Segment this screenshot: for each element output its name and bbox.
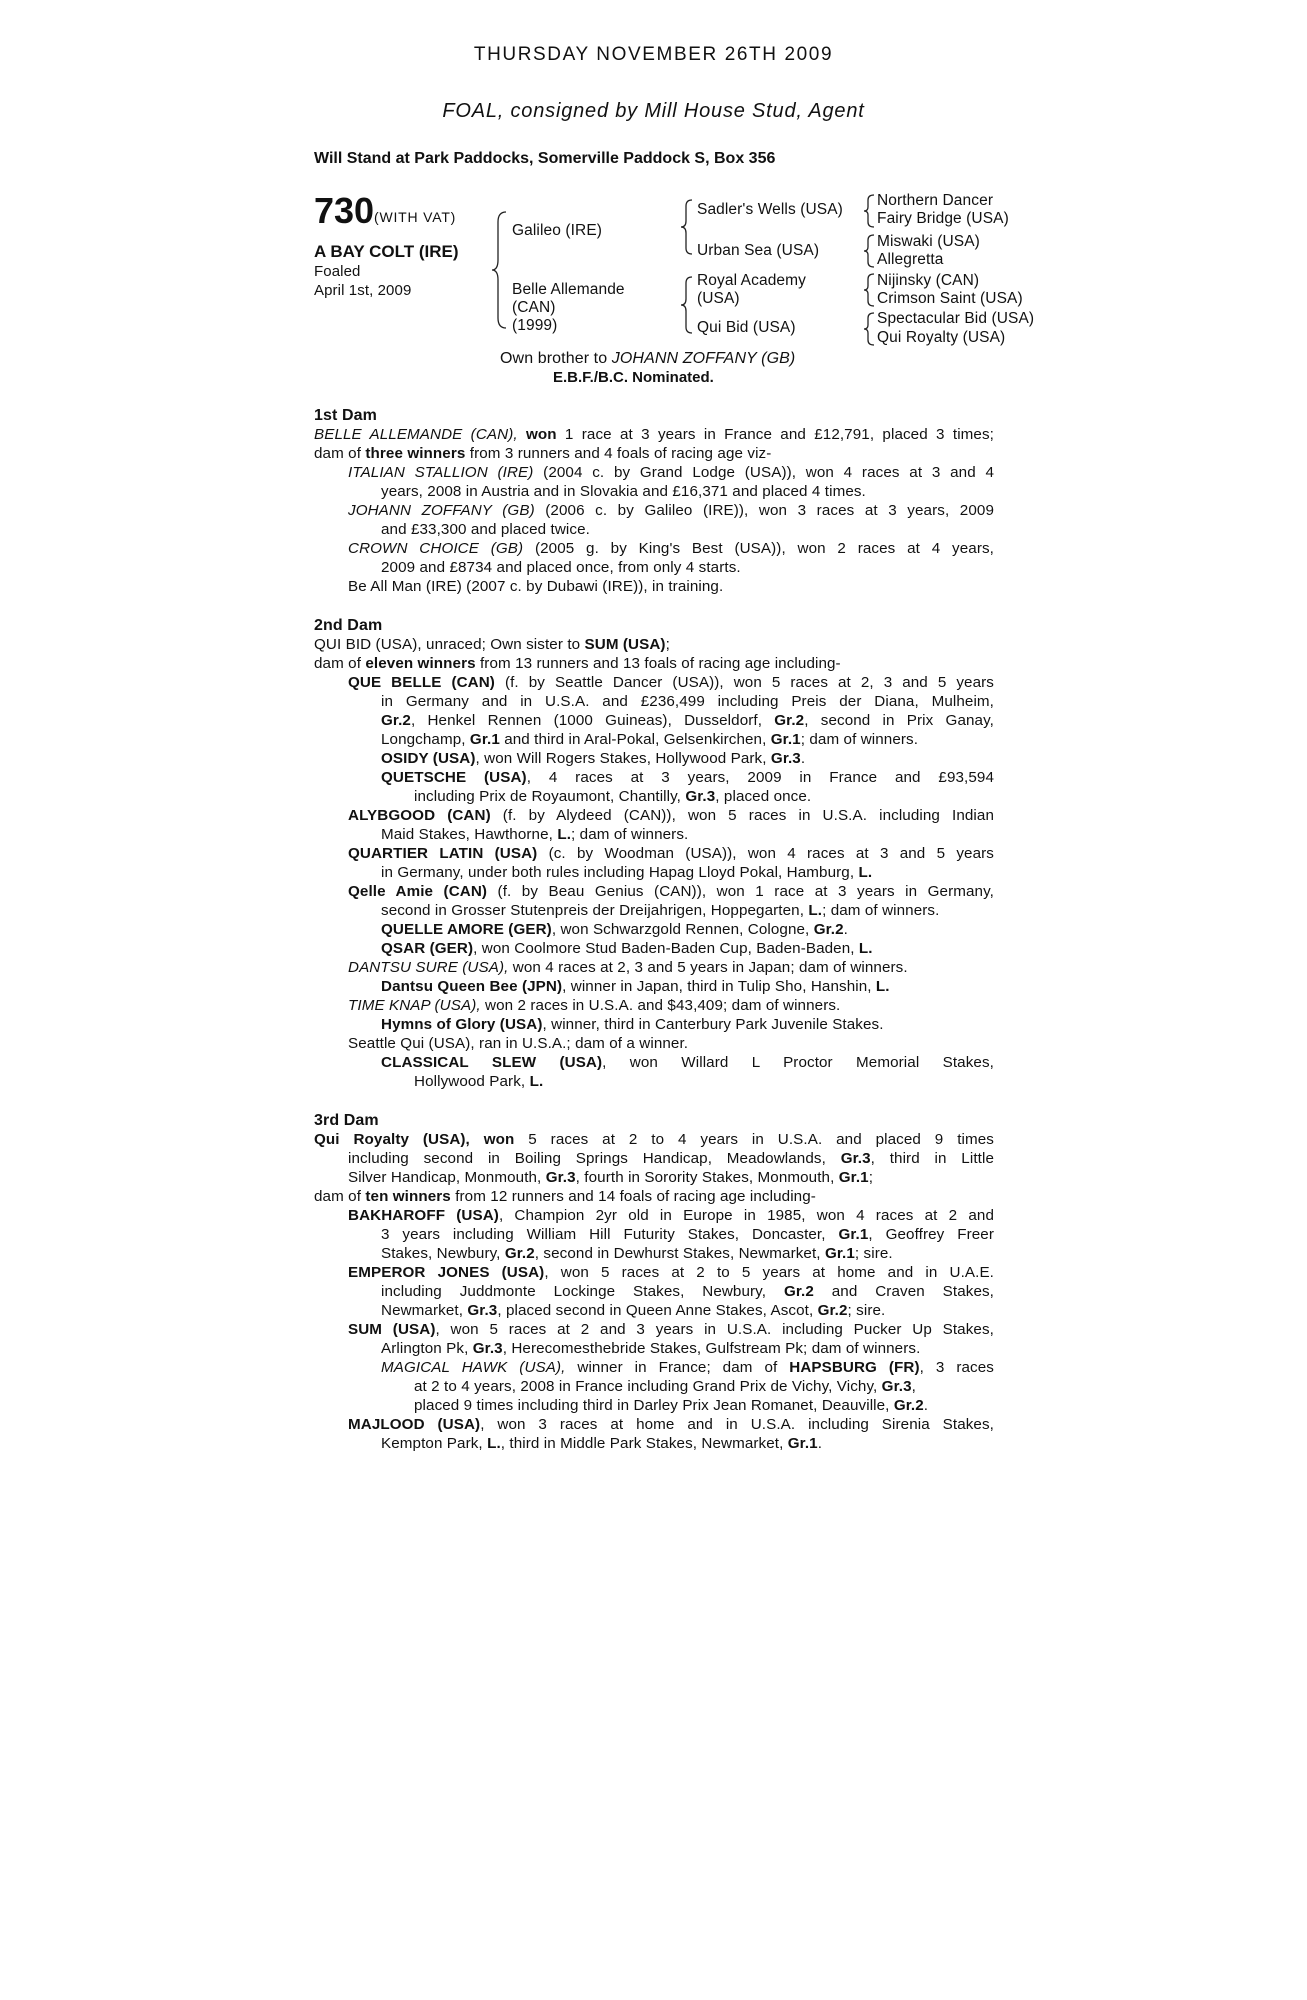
text: ; dam of winners. bbox=[571, 826, 689, 843]
grade: Gr.3 bbox=[770, 750, 801, 767]
foaled-label: Foaled bbox=[314, 263, 361, 280]
horse-name: HAPSBURG (FR) bbox=[789, 1359, 920, 1376]
text: from 3 runners and 4 foals of racing age viz- bbox=[469, 445, 772, 462]
foaled-info bbox=[314, 262, 411, 300]
vat-note: (WITH VAT) bbox=[374, 209, 457, 225]
pedigree-dam-year: (1999) bbox=[512, 317, 558, 334]
grade: Gr.1 bbox=[787, 1435, 818, 1452]
text: including Prix de Royaumont, Chantilly, bbox=[414, 788, 681, 805]
own-brother-note bbox=[500, 350, 795, 368]
grade: Gr.2 bbox=[504, 1245, 535, 1262]
text: , won Coolmore Stud Baden-Baden Cup, Baden-Baden, bbox=[473, 940, 855, 957]
text: , Herecomesthebride Stakes, Gulfstream Pk; dam of winners. bbox=[502, 1340, 921, 1357]
text: , fourth in Sorority Stakes, Monmouth, bbox=[575, 1169, 835, 1186]
text: Longchamp, bbox=[381, 731, 466, 748]
horse-name: SUM (USA) bbox=[584, 636, 666, 653]
horse-name: OSIDY (USA) bbox=[381, 750, 476, 767]
text: and third in Aral-Pokal, Gelsenkirchen, bbox=[504, 731, 767, 748]
produce-entry-cont bbox=[314, 558, 994, 577]
text: ; bbox=[868, 1169, 874, 1186]
dam-summary-cont bbox=[314, 1149, 994, 1168]
listed-mark: L. bbox=[557, 826, 572, 843]
produce-entry bbox=[314, 806, 994, 825]
grade: Gr.1 bbox=[770, 731, 801, 748]
text: , won Will Rogers Stakes, Hollywood Park, bbox=[475, 750, 767, 767]
winners-count: three winners bbox=[365, 445, 466, 462]
won-label: won bbox=[483, 1131, 515, 1148]
text: , won 3 races at home and in U.S.A. including Sirenia Stakes, bbox=[480, 1416, 994, 1433]
text: second in Grosser Stutenpreis der Dreijahrigen, Hoppegarten, bbox=[381, 902, 805, 919]
pedigree-dam-country: (CAN) bbox=[512, 299, 556, 316]
produce-entry bbox=[314, 882, 994, 901]
pedigree-dam-sire bbox=[697, 272, 806, 308]
section-heading: 1st Dam bbox=[314, 407, 377, 424]
pedigree-dam-dam: Qui Bid (USA) bbox=[697, 319, 796, 336]
text: , winner, third in Canterbury Park Juvenile Stakes. bbox=[542, 1016, 884, 1033]
produce-entry bbox=[314, 673, 994, 692]
text: , Henkel Rennen (1000 Guineas), Dusseldorf, bbox=[410, 712, 763, 729]
grade: Gr.1 bbox=[838, 1226, 869, 1243]
pedigree-sss: Northern Dancer bbox=[877, 192, 994, 209]
text: , bbox=[911, 1378, 916, 1395]
horse-name: QUE BELLE (CAN) bbox=[348, 674, 495, 691]
grade: Gr.3 bbox=[545, 1169, 576, 1186]
third-dam-section bbox=[314, 1111, 994, 1453]
own-brother-name: JOHANN ZOFFANY (GB) bbox=[611, 350, 796, 367]
grade: Gr.2 bbox=[783, 1283, 814, 1300]
produce-entry bbox=[314, 1263, 994, 1282]
produce-entry-cont bbox=[314, 1396, 994, 1415]
produce-entry-cont bbox=[314, 1377, 994, 1396]
horse-name: MAJLOOD (USA) bbox=[348, 1416, 481, 1433]
text: dam of bbox=[314, 445, 362, 462]
pedigree-ssd: Fairy Bridge (USA) bbox=[877, 210, 1009, 227]
produce-entry bbox=[314, 1034, 994, 1053]
lot-name: A BAY COLT (IRE) bbox=[314, 242, 459, 261]
text: , won Willard L Proctor Memorial Stakes, bbox=[602, 1054, 994, 1071]
grade: Gr.2 bbox=[381, 712, 411, 729]
listed-mark: L. bbox=[808, 902, 823, 919]
horse-name: Hymns of Glory (USA) bbox=[381, 1016, 543, 1033]
pedigree-ddd: Qui Royalty (USA) bbox=[877, 329, 1006, 346]
text: , second in Prix Ganay, bbox=[804, 712, 994, 729]
produce-entry-cont bbox=[314, 1225, 994, 1244]
produce-entry bbox=[314, 1053, 994, 1072]
text: (f. by Alydeed (CAN)), won 5 races in U.S.A. including Indian bbox=[502, 807, 994, 824]
text: , 4 races at 3 years, 2009 in France and £93,594 bbox=[526, 769, 995, 786]
text: . bbox=[843, 921, 848, 938]
text: 2009 and £8734 and placed once, from only 4 starts. bbox=[381, 559, 741, 576]
pedigree-brace-main bbox=[494, 210, 508, 330]
grade: Gr.2 bbox=[817, 1302, 848, 1319]
produce-entry bbox=[314, 749, 994, 768]
dam-name: BELLE ALLEMANDE (CAN), bbox=[314, 426, 518, 443]
section-heading: 3rd Dam bbox=[314, 1112, 379, 1129]
text: Newmarket, bbox=[381, 1302, 464, 1319]
text: (f. by Beau Genius (CAN)), won 1 race at 3 years in Germany, bbox=[497, 883, 994, 900]
produce-entry-cont bbox=[314, 825, 994, 844]
winners-count: eleven winners bbox=[365, 655, 476, 672]
text: in Germany and in U.S.A. and £236,499 including Preis der Diana, Mulheim, bbox=[381, 693, 994, 710]
horse-name: MAGICAL HAWK (USA), bbox=[381, 1359, 566, 1376]
horse-name: QUELLE AMORE (GER) bbox=[381, 921, 552, 938]
text: , third in Little bbox=[870, 1150, 994, 1167]
text: won 2 races in U.S.A. and $43,409; dam of winners. bbox=[485, 997, 841, 1014]
text: Kempton Park, bbox=[381, 1435, 483, 1452]
horse-name: QUARTIER LATIN (USA) bbox=[348, 845, 538, 862]
grade: Gr.2 bbox=[774, 712, 805, 729]
listed-mark: L. bbox=[529, 1073, 544, 1090]
horse-name: ITALIAN STALLION (IRE) bbox=[348, 464, 534, 481]
produce-entry bbox=[314, 844, 994, 863]
text: 5 races at 2 to 4 years in U.S.A. and placed 9 times bbox=[528, 1131, 994, 1148]
horse-name: Qelle Amie (CAN) bbox=[348, 883, 488, 900]
text: including Juddmonte Lockinge Stakes, Newbury, bbox=[381, 1283, 767, 1300]
text: winner in France; dam of bbox=[577, 1359, 778, 1376]
pedigree-brace-sd bbox=[864, 234, 876, 268]
text: (2006 c. by Galileo (IRE)), won 3 races at 3 years, 2009 bbox=[545, 502, 994, 519]
pedigree-dss: Nijinsky (CAN) bbox=[877, 272, 980, 289]
ebf-nomination: E.B.F./B.C. Nominated. bbox=[553, 369, 714, 386]
text: (f. by Seattle Dancer (USA)), won 5 races at 2, 3 and 5 years bbox=[504, 674, 994, 691]
text: 3 years including William Hill Futurity Stakes, Doncaster, bbox=[381, 1226, 826, 1243]
listed-mark: L. bbox=[858, 940, 873, 957]
pedigree-dam bbox=[512, 281, 625, 335]
pedigree-dsd: Crimson Saint (USA) bbox=[877, 290, 1023, 307]
listed-mark: L. bbox=[858, 864, 873, 881]
text: , second in Dewhurst Stakes, Newmarket, bbox=[534, 1245, 821, 1262]
text: won 4 races at 2, 3 and 5 years in Japan; dam of winners. bbox=[512, 959, 908, 976]
pedigree-sds: Miswaki (USA) bbox=[877, 233, 980, 250]
produce-entry-cont bbox=[314, 1282, 994, 1301]
grade: Gr.3 bbox=[467, 1302, 498, 1319]
grade: Gr.3 bbox=[685, 788, 716, 805]
foaled-date: April 1st, 2009 bbox=[314, 282, 412, 299]
text: years, 2008 in Austria and in Slovakia and £16,371 and placed 4 times. bbox=[381, 483, 866, 500]
dam-produce-summary bbox=[314, 444, 994, 463]
text: (2004 c. by Grand Lodge (USA)), won 4 races at 3 and 4 bbox=[543, 464, 995, 481]
text: from 13 runners and 13 foals of racing age including- bbox=[479, 655, 841, 672]
pedigree-sire-dam: Urban Sea (USA) bbox=[697, 242, 820, 259]
section-heading: 2nd Dam bbox=[314, 617, 383, 634]
text: and Craven Stakes, bbox=[831, 1283, 995, 1300]
produce-entry bbox=[314, 768, 994, 787]
text: ; dam of winners. bbox=[822, 902, 940, 919]
sale-date: THURSDAY NOVEMBER 26TH 2009 bbox=[473, 44, 834, 65]
horse-name: DANTSU SURE (USA), bbox=[348, 959, 509, 976]
text: from 12 runners and 14 foals of racing age including- bbox=[455, 1188, 816, 1205]
produce-entry bbox=[314, 977, 994, 996]
text: Arlington Pk, bbox=[381, 1340, 469, 1357]
produce-entry-cont bbox=[314, 787, 994, 806]
pedigree-sire: Galileo (IRE) bbox=[512, 222, 603, 239]
text: Stakes, Newbury, bbox=[381, 1245, 501, 1262]
text: ; bbox=[665, 636, 670, 653]
text: , Champion 2yr old in Europe in 1985, won 4 races at 2 and bbox=[498, 1207, 995, 1224]
produce-entry bbox=[314, 1015, 994, 1034]
pedigree-sire-sire: Sadler's Wells (USA) bbox=[697, 201, 843, 218]
pedigree-brace-sire bbox=[682, 198, 694, 256]
grade: Gr.2 bbox=[813, 921, 844, 938]
horse-name: CLASSICAL SLEW (USA) bbox=[381, 1054, 603, 1071]
text: at 2 to 4 years, 2008 in France including Grand Prix de Vichy, Vichy, bbox=[414, 1378, 878, 1395]
produce-entry-cont bbox=[314, 863, 994, 882]
produce-entry-cont bbox=[314, 711, 994, 730]
dam-summary-line bbox=[314, 635, 994, 654]
grade: Gr.1 bbox=[838, 1169, 869, 1186]
pedigree-brace-ss bbox=[864, 194, 876, 228]
pedigree-sdd: Allegretta bbox=[877, 251, 944, 268]
text: Seattle Qui (USA), ran in U.S.A.; dam of a winner. bbox=[348, 1035, 689, 1052]
lot-number: 730 bbox=[314, 190, 375, 231]
produce-entry bbox=[314, 1358, 994, 1377]
grade: Gr.3 bbox=[840, 1150, 871, 1167]
text: Silver Handicap, Monmouth, bbox=[348, 1169, 542, 1186]
produce-entry-cont bbox=[314, 730, 994, 749]
text: , winner in Japan, third in Tulip Sho, Hanshin, bbox=[562, 978, 872, 995]
winners-count: ten winners bbox=[365, 1188, 451, 1205]
listed-mark: L. bbox=[487, 1435, 501, 1452]
dam-summary-cont bbox=[314, 1168, 994, 1187]
text: , won 5 races at 2 to 5 years at home and in U.A.E. bbox=[544, 1264, 994, 1281]
text: , 3 races bbox=[919, 1359, 994, 1376]
text: dam of bbox=[314, 1188, 362, 1205]
stand-location: Will Stand at Park Paddocks, Somerville Paddock S, Box 356 bbox=[314, 150, 776, 167]
pedigree-brace-dd bbox=[864, 312, 876, 346]
produce-entry bbox=[314, 1415, 994, 1434]
text: and £33,300 and placed twice. bbox=[381, 521, 590, 538]
produce-entry bbox=[314, 501, 994, 520]
produce-entry bbox=[314, 539, 994, 558]
text: (2005 g. by King's Best (USA)), won 2 races at 4 years, bbox=[534, 540, 994, 557]
text: , placed second in Queen Anne Stakes, Ascot, bbox=[497, 1302, 814, 1319]
horse-name: QSAR (GER) bbox=[381, 940, 474, 957]
text: . bbox=[800, 750, 806, 767]
text: ; sire. bbox=[854, 1245, 893, 1262]
produce-entry bbox=[314, 958, 994, 977]
produce-entry-cont bbox=[314, 1339, 994, 1358]
produce-entry-cont bbox=[314, 1072, 994, 1091]
text: in Germany, under both rules including Hapag Lloyd Pokal, Hamburg, bbox=[381, 864, 855, 881]
horse-name: QUETSCHE (USA) bbox=[381, 769, 527, 786]
grade: Gr.3 bbox=[881, 1378, 912, 1395]
horse-name: SUM (USA) bbox=[348, 1321, 436, 1338]
grade: Gr.3 bbox=[472, 1340, 503, 1357]
grade: Gr.1 bbox=[469, 731, 500, 748]
produce-entry-cont bbox=[314, 692, 994, 711]
text: ; sire. bbox=[847, 1302, 886, 1319]
dam-summary-line bbox=[314, 425, 994, 444]
pedigree-dds: Spectacular Bid (USA) bbox=[877, 310, 1035, 327]
text: placed 9 times including third in Darley Prix Jean Romanet, Deauville, bbox=[414, 1397, 890, 1414]
produce-entry bbox=[314, 463, 994, 482]
produce-entry bbox=[314, 1320, 994, 1339]
produce-entry bbox=[314, 996, 994, 1015]
dam-record: 1 race at 3 years in France and £12,791, placed 3 times; bbox=[564, 426, 994, 443]
pedigree-dam-name: Belle Allemande bbox=[512, 281, 625, 298]
produce-entry-cont bbox=[314, 482, 994, 501]
consignment-line: FOAL, consigned by Mill House Stud, Agent bbox=[442, 100, 865, 122]
text: . bbox=[817, 1435, 823, 1452]
produce-entry-cont bbox=[314, 520, 994, 539]
first-dam-section bbox=[314, 406, 994, 596]
pedigree-brace-dam bbox=[682, 275, 694, 335]
text: ; dam of winners. bbox=[800, 731, 919, 748]
horse-name: ALYBGOOD (CAN) bbox=[348, 807, 491, 824]
text: dam of bbox=[314, 655, 362, 672]
text: Maid Stakes, Hawthorne, bbox=[381, 826, 553, 843]
grade: Gr.2 bbox=[893, 1397, 924, 1414]
produce-entry bbox=[314, 577, 994, 596]
second-dam-section bbox=[314, 616, 994, 1091]
horse-name: BAKHAROFF (USA) bbox=[348, 1207, 499, 1224]
dam-produce-summary bbox=[314, 654, 994, 673]
grade: Gr.1 bbox=[824, 1245, 855, 1262]
horse-name: Dantsu Queen Bee (JPN) bbox=[381, 978, 563, 995]
pedigree-brace-ds bbox=[864, 273, 876, 307]
text: including second in Boiling Springs Handicap, Meadowlands, bbox=[348, 1150, 826, 1167]
text: QUI BID (USA), unraced; Own sister to bbox=[314, 636, 581, 653]
horse-name: TIME KNAP (USA), bbox=[348, 997, 481, 1014]
text: , placed once. bbox=[715, 788, 812, 805]
text: , won Schwarzgold Rennen, Cologne, bbox=[551, 921, 810, 938]
listed-mark: L. bbox=[875, 978, 890, 995]
text: . bbox=[923, 1397, 929, 1414]
text: , Geoffrey Freer bbox=[868, 1226, 995, 1243]
produce-entry-cont bbox=[314, 1244, 994, 1263]
pedigree-dam-sire-name: Royal Academy bbox=[697, 272, 806, 289]
won-label: won bbox=[525, 426, 557, 443]
produce-entry-cont bbox=[314, 1301, 994, 1320]
dam-summary-line bbox=[314, 1130, 994, 1149]
produce-entry-cont bbox=[314, 1434, 994, 1453]
dam-produce-summary bbox=[314, 1187, 994, 1206]
produce-entry bbox=[314, 920, 994, 939]
text: , third in Middle Park Stakes, Newmarket, bbox=[500, 1435, 784, 1452]
produce-entry-cont bbox=[314, 901, 994, 920]
horse-name: Qui Royalty (USA), bbox=[314, 1131, 470, 1148]
horse-name: CROWN CHOICE (GB) bbox=[348, 540, 524, 557]
horse-name: JOHANN ZOFFANY (GB) bbox=[348, 502, 535, 519]
text: (c. by Woodman (USA)), won 4 races at 3 and 5 years bbox=[548, 845, 994, 862]
text: Hollywood Park, bbox=[414, 1073, 526, 1090]
produce-entry bbox=[314, 939, 994, 958]
text: , won 5 races at 2 and 3 years in U.S.A. including Pucker Up Stakes, bbox=[435, 1321, 994, 1338]
own-brother-prefix: Own brother to bbox=[500, 350, 612, 367]
text: Be All Man (IRE) (2007 c. by Dubawi (IRE)), in training. bbox=[348, 578, 724, 595]
produce-entry bbox=[314, 1206, 994, 1225]
pedigree-dam-sire-country: (USA) bbox=[697, 290, 740, 307]
horse-name: EMPEROR JONES (USA) bbox=[348, 1264, 545, 1281]
